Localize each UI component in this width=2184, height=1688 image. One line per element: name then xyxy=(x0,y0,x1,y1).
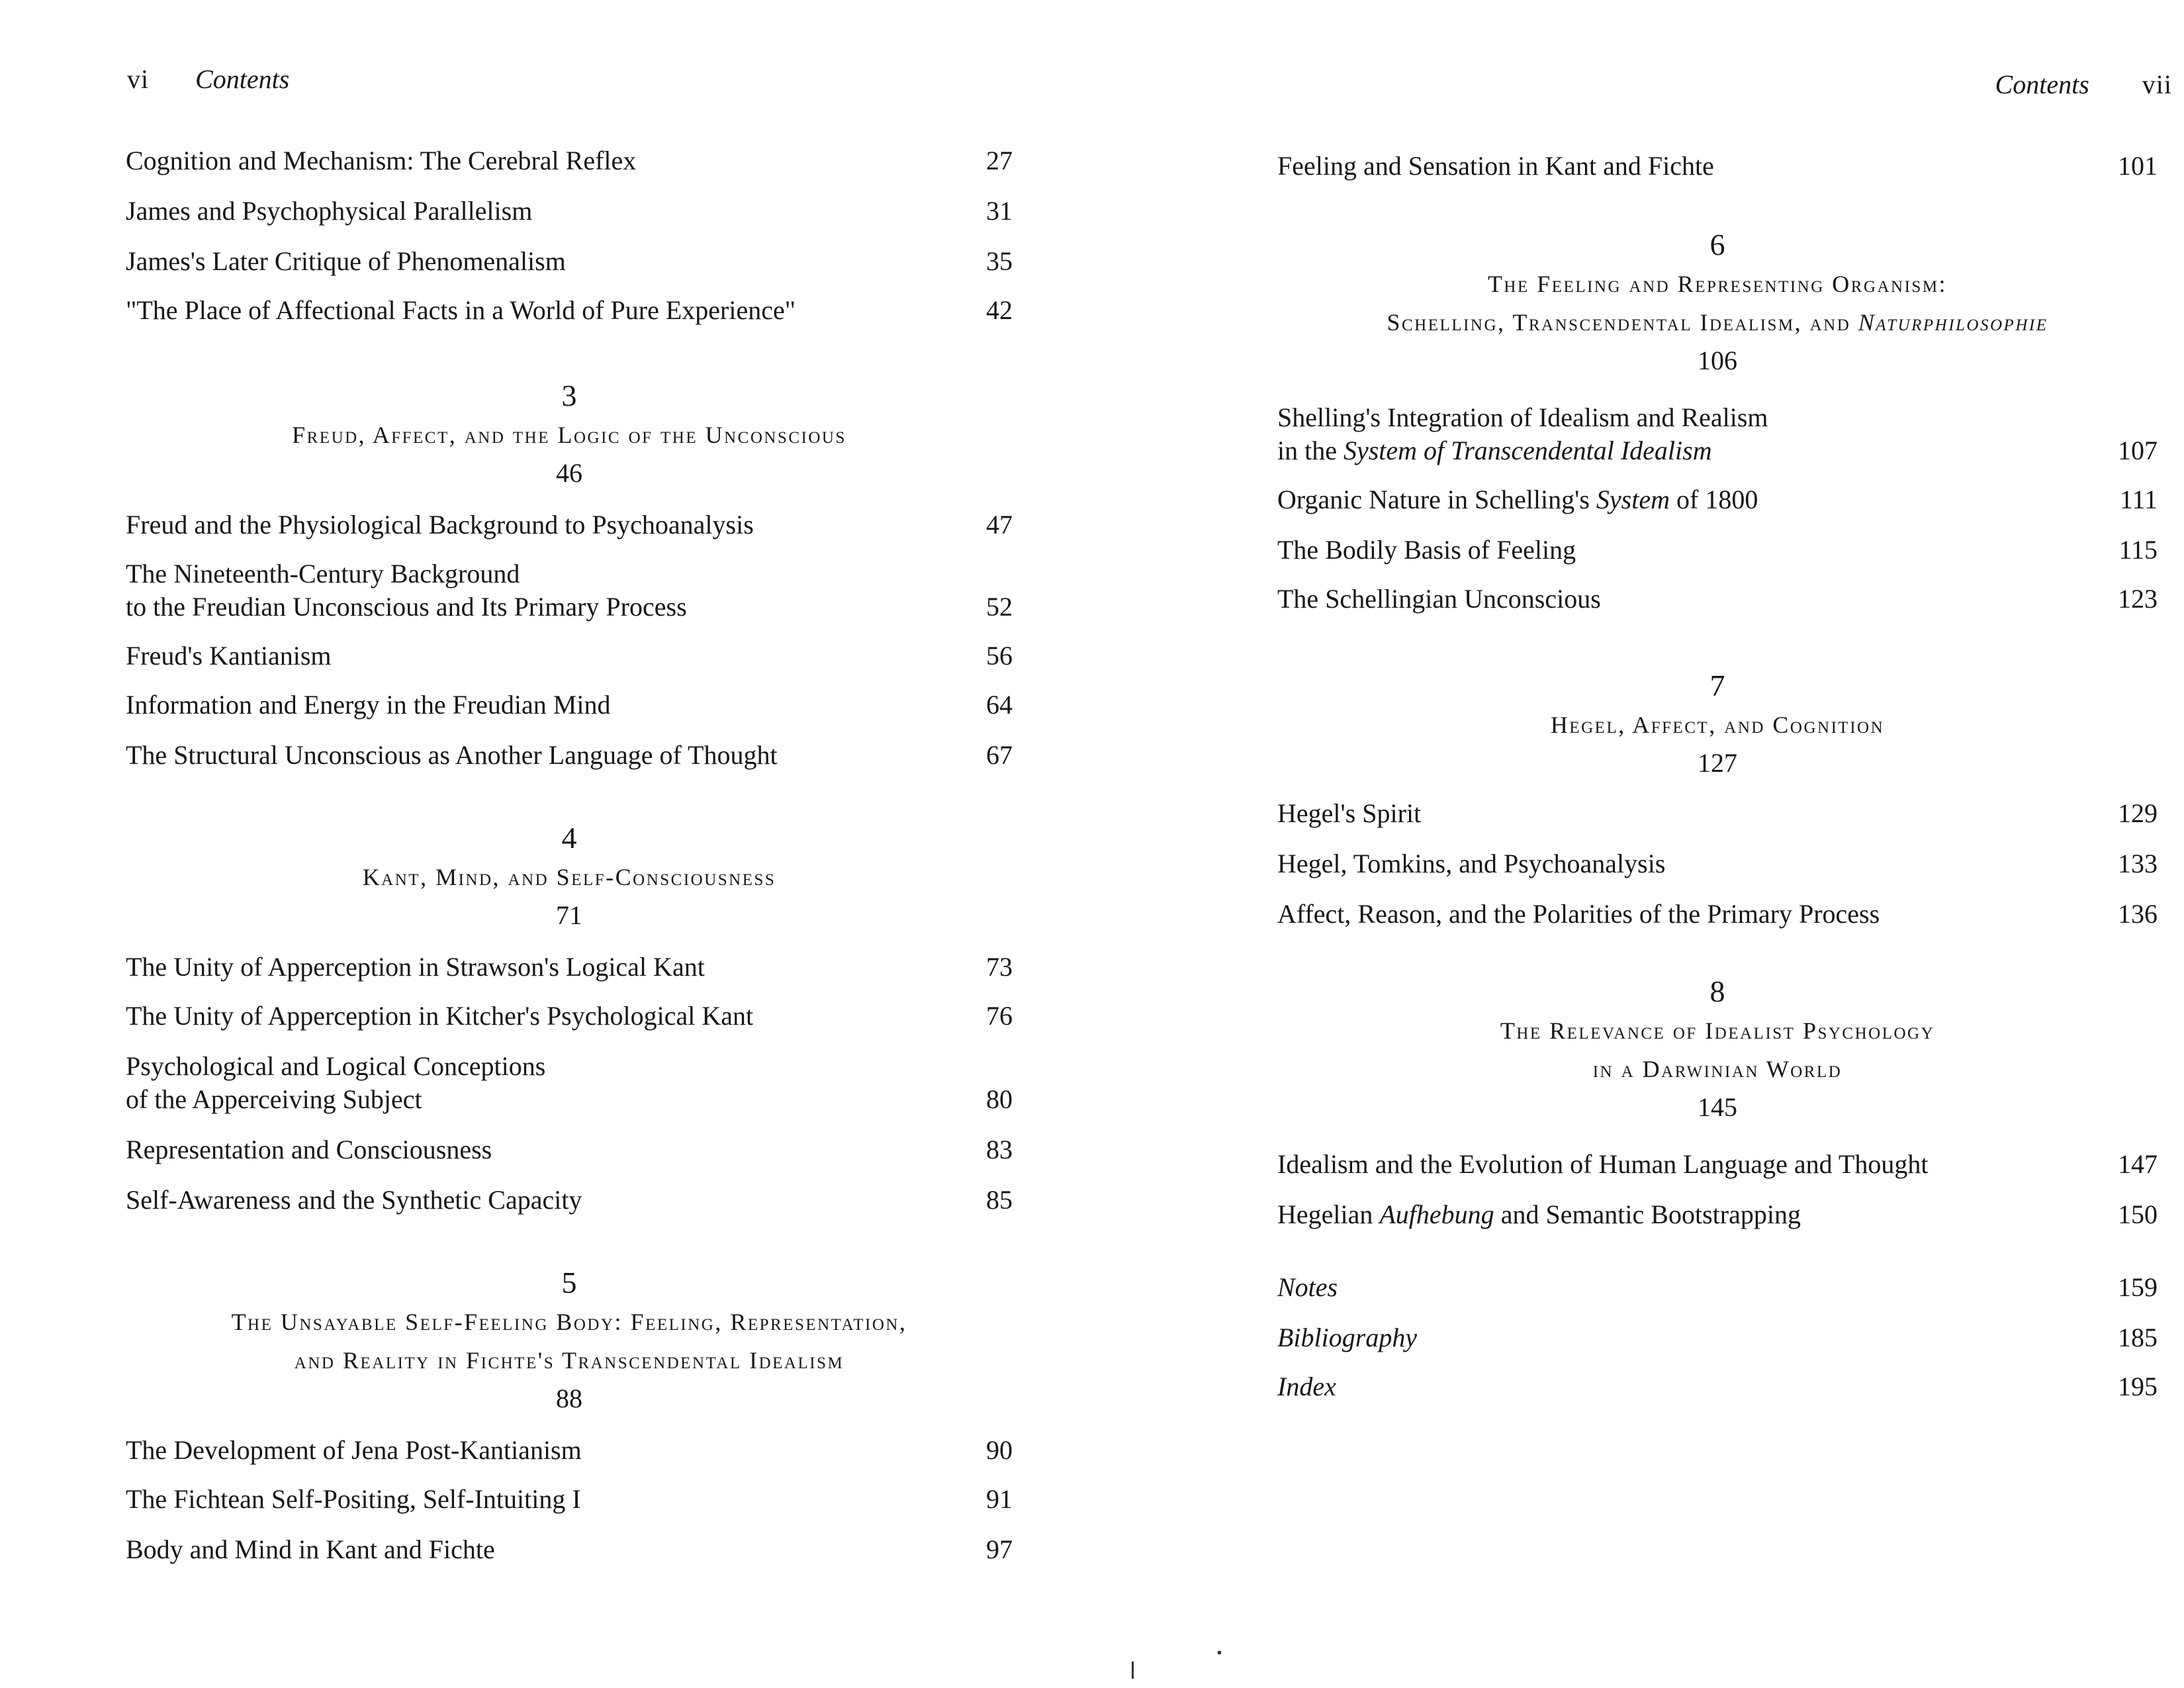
left-page-header xyxy=(127,64,289,95)
toc-entry[interactable] xyxy=(126,557,1013,624)
toc-entry-page: 42 xyxy=(986,295,1013,325)
toc-entry[interactable] xyxy=(126,739,1013,772)
toc-entry-title: The Structural Unconscious as Another Language of Thought xyxy=(126,740,778,770)
chapter-heading xyxy=(1277,225,2158,380)
toc-back-matter-index[interactable] xyxy=(1277,1370,2158,1403)
toc-entry-title: Hegelian Aufhebung and Semantic Bootstrapping xyxy=(1277,1199,1801,1229)
toc-entry-page: 64 xyxy=(986,690,1013,720)
toc-entry-title: Feeling and Sensation in Kant and Fichte xyxy=(1277,151,1714,181)
toc-entry[interactable] xyxy=(126,1050,1013,1116)
toc-entry-page: 195 xyxy=(2118,1372,2158,1401)
right-page-header xyxy=(1995,69,2172,100)
toc-entry-title: Hegel, Tomkins, and Psychoanalysis xyxy=(1277,849,1666,878)
chapter-page: 46 xyxy=(556,458,582,488)
toc-entry[interactable] xyxy=(126,1133,1013,1166)
toc-entry-title: The Development of Jena Post-Kantianism xyxy=(126,1435,582,1465)
toc-entry[interactable] xyxy=(1277,797,2158,830)
toc-entry-page: 107 xyxy=(2118,436,2158,465)
toc-entry-page: 90 xyxy=(986,1435,1013,1465)
toc-entry-title: Index xyxy=(1277,1372,1336,1401)
toc-entry-title: Affect, Reason, and the Polarities of the Primary Process xyxy=(1277,899,1880,929)
toc-entry-title: Information and Energy in the Freudian Mind xyxy=(126,690,611,720)
toc-entry-title: Freud and the Physiological Background to Psychoanalysis xyxy=(126,510,754,539)
toc-entry-page: 52 xyxy=(986,592,1013,622)
toc-entry-page: 101 xyxy=(2118,151,2158,181)
chapter-heading xyxy=(126,818,1013,935)
chapter-number: 4 xyxy=(561,821,577,855)
toc-entry-page: 185 xyxy=(2118,1323,2158,1352)
chapter-title[interactable]: Freud, Affect, and the Logic of the Unconscious xyxy=(292,422,846,448)
running-head: Contents xyxy=(195,64,290,94)
toc-entry[interactable] xyxy=(126,1434,1013,1467)
toc-entry[interactable] xyxy=(126,245,1013,278)
toc-entry-page: 91 xyxy=(986,1484,1013,1514)
toc-entry-page: 31 xyxy=(986,196,1013,226)
chapter-heading xyxy=(126,376,1013,492)
toc-entry-title: Shelling's Integration of Idealism and Realism in the System of Transcendental Idealism xyxy=(1277,402,1768,465)
toc-entry[interactable] xyxy=(126,639,1013,673)
toc-entry-page: 159 xyxy=(2118,1272,2158,1302)
chapter-title[interactable]: Hegel, Affect, and Cognition xyxy=(1550,712,1885,738)
toc-entry[interactable] xyxy=(1277,1148,2158,1181)
toc-entry-title: The Schellingian Unconscious xyxy=(1277,584,1601,614)
toc-entry-title: Representation and Consciousness xyxy=(126,1135,492,1164)
toc-entry-page: 27 xyxy=(986,146,1013,175)
toc-entry[interactable] xyxy=(126,1184,1013,1217)
chapter-page: 88 xyxy=(556,1383,582,1413)
toc-entry-title: The Unity of Apperception in Kitcher's Psychological Kant xyxy=(126,1001,754,1031)
toc-back-matter-bibliography[interactable] xyxy=(1277,1321,2158,1354)
toc-entry-page: 129 xyxy=(2118,798,2158,828)
toc-back-matter-notes[interactable] xyxy=(1277,1271,2158,1304)
chapter-number: 7 xyxy=(1709,669,1725,702)
chapter-number: 6 xyxy=(1709,228,1725,261)
toc-entry-title: Psychological and Logical Conceptions of the Apperceiving Subject xyxy=(126,1051,546,1114)
toc-entry-title: Freud's Kantianism xyxy=(126,641,332,671)
toc-entry[interactable] xyxy=(1277,583,2158,616)
toc-entry-title: Organic Nature in Schelling's System of 1800 xyxy=(1277,485,1758,514)
chapter-heading xyxy=(126,1263,1013,1418)
toc-entry[interactable] xyxy=(126,508,1013,541)
toc-entry-page: 80 xyxy=(986,1084,1013,1114)
chapter-page: 145 xyxy=(1698,1092,1737,1122)
toc-entry[interactable] xyxy=(126,1483,1013,1516)
page-folio: vi xyxy=(127,64,150,94)
toc-entry[interactable] xyxy=(1277,483,2158,516)
toc-entry[interactable] xyxy=(126,951,1013,984)
toc-entry-title: The Nineteenth-Century Background to the Freudian Unconscious and Its Primary Process xyxy=(126,559,687,622)
chapter-title[interactable]: The Relevance of Idealist Psychology in a Darwinian World xyxy=(1500,1017,1935,1082)
toc-entry-page: 150 xyxy=(2118,1199,2158,1229)
toc-entry-title: Body and Mind in Kant and Fichte xyxy=(126,1534,495,1564)
chapter-heading xyxy=(1277,666,2158,782)
toc-entry-title: James and Psychophysical Parallelism xyxy=(126,196,533,226)
toc-entry-title: The Bodily Basis of Feeling xyxy=(1277,535,1576,565)
toc-entry-title: James's Later Critique of Phenomenalism xyxy=(126,246,566,276)
chapter-heading xyxy=(1277,972,2158,1127)
toc-entry-title: Hegel's Spirit xyxy=(1277,798,1422,828)
toc-entry[interactable] xyxy=(126,688,1013,722)
running-head: Contents xyxy=(1995,70,2089,99)
toc-entry-title: Self-Awareness and the Synthetic Capacity xyxy=(126,1185,582,1215)
chapter-title[interactable]: The Unsayable Self-Feeling Body: Feeling, Representation, and Reality in Fichte's Transcendental Idealism xyxy=(231,1309,907,1374)
toc-entry-page: 47 xyxy=(986,510,1013,539)
chapter-page: 106 xyxy=(1698,346,1737,375)
toc-entry[interactable] xyxy=(1277,150,2158,183)
page-folio: vii xyxy=(2142,70,2172,99)
chapter-number: 8 xyxy=(1709,974,1725,1008)
chapter-number: 3 xyxy=(561,379,577,412)
toc-entry-title: "The Place of Affectional Facts in a World of Pure Experience" xyxy=(126,295,796,325)
toc-entry[interactable] xyxy=(1277,401,2158,467)
toc-entry-page: 83 xyxy=(986,1135,1013,1164)
toc-entry-page: 133 xyxy=(2118,849,2158,878)
toc-entry[interactable] xyxy=(126,1000,1013,1033)
toc-entry[interactable] xyxy=(126,195,1013,228)
toc-entry-page: 136 xyxy=(2118,899,2158,929)
toc-entry-page: 85 xyxy=(986,1185,1013,1215)
toc-entry[interactable] xyxy=(126,1533,1013,1566)
toc-entry[interactable] xyxy=(1277,847,2158,880)
toc-entry-page: 76 xyxy=(986,1001,1013,1031)
toc-entry-title: The Fichtean Self-Positing, Self-Intuiting I xyxy=(126,1484,581,1514)
toc-entry-title: The Unity of Apperception in Strawson's Logical Kant xyxy=(126,952,705,982)
toc-entry-page: 73 xyxy=(986,952,1013,982)
toc-entry[interactable] xyxy=(126,144,1013,177)
toc-entry[interactable] xyxy=(1277,1198,2158,1231)
toc-entry-title: Notes xyxy=(1277,1272,1338,1302)
toc-entry-title: Cognition and Mechanism: The Cerebral Reflex xyxy=(126,146,637,175)
right-page xyxy=(1092,0,2184,1688)
toc-entry[interactable] xyxy=(1277,534,2158,567)
toc-entry-page: 35 xyxy=(986,246,1013,276)
toc-entry-page: 147 xyxy=(2118,1149,2158,1179)
chapter-page: 127 xyxy=(1698,748,1737,778)
chapter-number: 5 xyxy=(561,1266,577,1299)
chapter-page: 71 xyxy=(556,900,582,930)
chapter-title[interactable]: The Feeling and Representing Organism: Schelling, Transcendental Idealism, and Naturphilosophie xyxy=(1387,271,2048,336)
toc-entry-page: 56 xyxy=(986,641,1013,671)
toc-entry[interactable] xyxy=(126,294,1013,327)
toc-entry-page: 111 xyxy=(2119,485,2158,514)
toc-entry-page: 67 xyxy=(986,740,1013,770)
toc-entry[interactable] xyxy=(1277,898,2158,931)
toc-entry-title: Bibliography xyxy=(1277,1323,1418,1352)
toc-entry-page: 97 xyxy=(986,1534,1013,1564)
chapter-title[interactable]: Kant, Mind, and Self-Consciousness xyxy=(362,864,776,890)
toc-entry-page: 115 xyxy=(2118,535,2158,565)
toc-entry-page: 123 xyxy=(2118,584,2158,614)
toc-entry-title: Idealism and the Evolution of Human Language and Thought xyxy=(1277,1149,1929,1179)
